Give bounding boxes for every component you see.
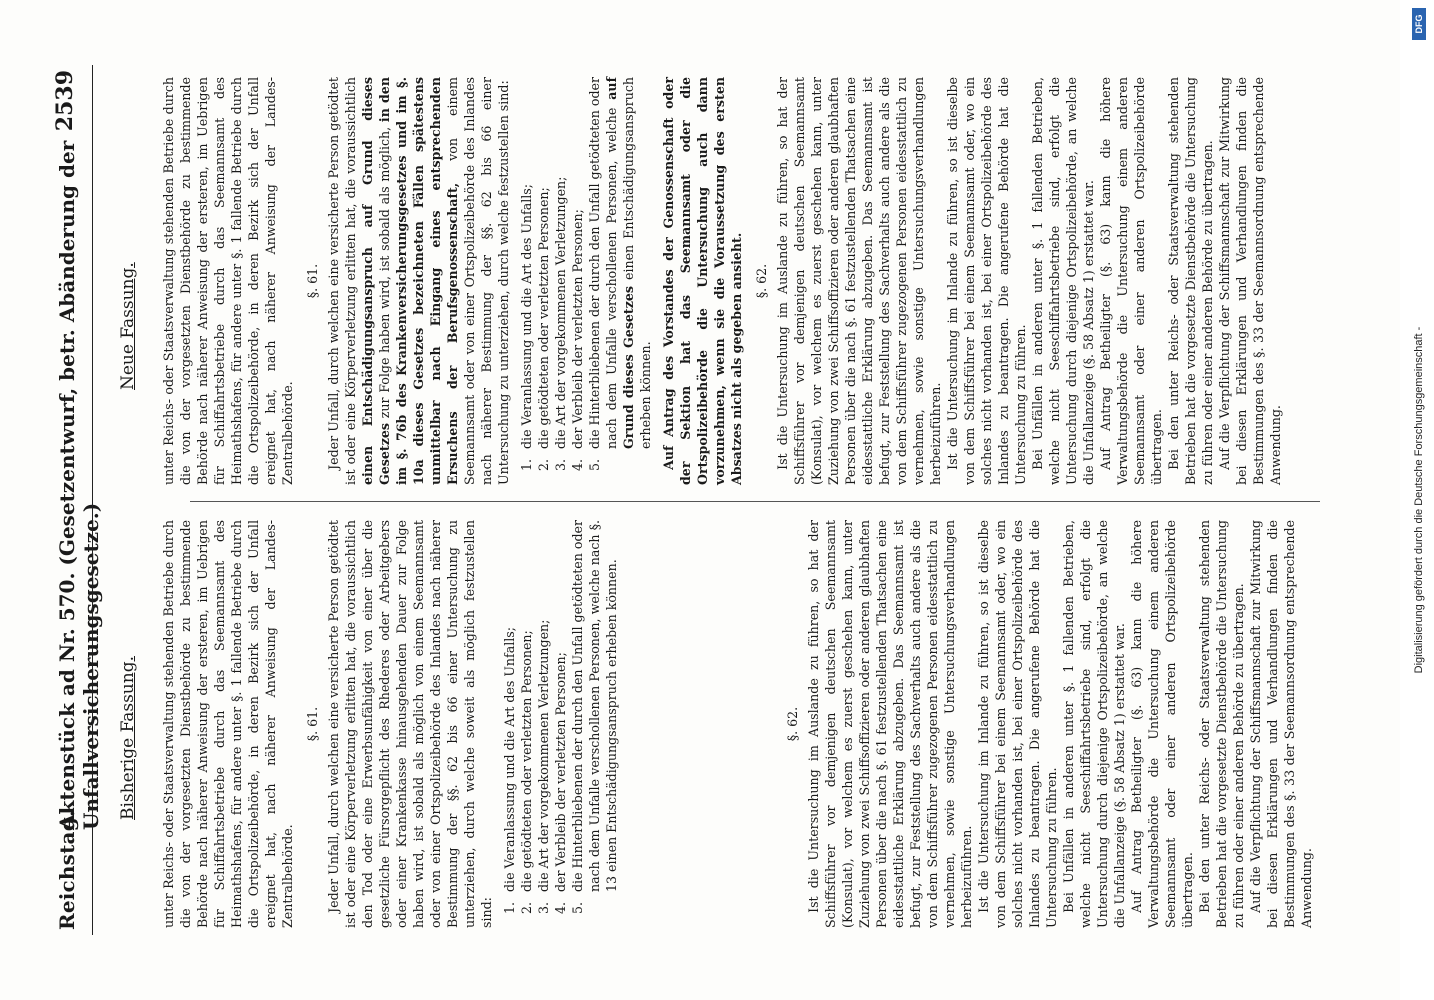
left-s62-title: §. 62. (785, 706, 800, 742)
list-item: 2. die getödteten oder verletzten Personen; (536, 187, 551, 471)
left-s62-p6: Auf die Verpflichtung der Schiffsmannschaft zur Mitwirkung bei diesen Erklärungen und Verhandlungen finden die Bestimmungen des §. 33 der Seemannsordnung entsprechende Anwendung. (1248, 520, 1314, 928)
list-item: 4. der Verbleib der verletzten Personen; (553, 652, 568, 914)
left-s62-p3: Bei Unfällen in anderen unter §. 1 fallenden Betrieben, welche nicht Seeschiffahrtsbetriebe sind, erfolgt die Untersuchung durch diejenige Ortspolizeibehörde, an welche die Unfallanzeige (§. 58 Absatz 1) erstattet war. (1061, 520, 1127, 928)
right-s61-title: §. 61. (305, 263, 320, 299)
left-column (160, 520, 1315, 928)
page-number: 2539 (52, 70, 78, 132)
right-intro: unter Reichs- oder Staatsverwaltung stehenden Betriebe durch die von der vorgesetzten Dienstbehörde zu bestimmende Behörde nach näherer Anweisung der ersteren, im Uebrigen für Schiffahrtsbetriebe durch das Seemannsamt des Heimathshafens, für andere unter §. 1 fallende Betriebe durch die Ortspolizeibehörde, in deren Bezirk sich der Unfall ereignet hat, nach näherer Anweisung der Landes-Zentralbehörde. (161, 77, 295, 485)
list-item: 1. die Veranlassung und die Art des Unfalls; (519, 184, 534, 471)
right-s62-p2: Ist die Untersuchung im Inlande zu führen, so ist dieselbe von dem Schiffsführer bei einem Seemannsamt oder, wo ein solches nicht vorhanden ist, bei einer Ortspolizeibehörde des Inlandes zu beantragen. Die angerufene Behörde hat die Untersuchung zu führen. (945, 77, 1028, 485)
list-item: 2. die getödteten oder verletzten Personen; (519, 630, 534, 914)
list-item: 3. die Art der vorgekommenen Verletzungen; (536, 619, 551, 914)
left-s61-list (501, 520, 620, 914)
left-s62-p5: Bei den unter Reichs- oder Staatsverwaltung stehenden Betrieben hat die vorgesetzte Dienstbehörde die Untersuchung zu führen oder einer anderen Behörde zu übertragen. (1197, 520, 1246, 928)
list-item: 5. die Hinterbliebenen der durch den Unfall getödteten oder nach dem Unfalle verschollenen Personen, welche auf Grund dieses Gesetzes einen Entschädigungsanspruch erheben können. (587, 77, 653, 471)
list-item: 4. der Verbleib der verletzten Personen; (570, 209, 585, 471)
right-s62-p5: Bei den unter Reichs- oder Staatsverwaltung stehenden Betrieben hat die vorgesetzte Dienstbehörde die Untersuchung zu führen oder einer anderen Behörde zu übertragen. (1166, 77, 1215, 485)
right-s61-amendment: Auf Antrag des Vorstandes der Genossenschaft oder der Sektion hat das Seemannsamt oder die Ortspolizeibehörde die Untersuchung auch dann vorzunehmen, wenn sie die Voraussetzung des ersten Absatzes nicht als gegeben ansieht. (661, 77, 744, 485)
right-column-heading: Neue Fassung. (118, 262, 138, 390)
header-reichstag: Reichstag. (55, 809, 79, 930)
digitization-sidebar (1404, 0, 1434, 1000)
left-s62-p4: Auf Antrag Betheiligter (§. 63) kann die höhere Verwaltungsbehörde die Untersuchung einem anderen Seemannsamt oder einer anderen Ortspolizeibehörde übertragen. (1129, 520, 1195, 928)
right-column (160, 77, 1284, 485)
left-intro: unter Reichs- oder Staatsverwaltung stehenden Betriebe durch die von der vorgesetzten Dienstbehörde zu bestimmende Behörde nach näherer Anweisung der ersteren, im Uebrigen für Schiffahrtsbetriebe durch das Seemannsamt des Heimathshafens, für andere unter §. 1 fallende Betriebe durch die Ortspolizeibehörde, in deren Bezirk sich der Unfall ereignet hat, nach näherer Anweisung der Landes-Zentralbehörde. (161, 520, 295, 928)
left-s62-p2: Ist die Untersuchung im Inlande zu führen, so ist dieselbe von dem Schiffsführer bei einem Seemannsamt oder, wo ein solches nicht vorhanden ist, bei einer Ortspolizeibehörde des Inlandes zu beantragen. Die angerufene Behörde hat die Untersuchung zu führen. (976, 520, 1059, 928)
left-column-heading: Bisherige Fassung. (118, 656, 138, 820)
list-item: 1. die Veranlassung und die Art des Unfalls; (502, 627, 517, 914)
list-item: 5. die Hinterbliebenen der durch den Unfall getödteten oder nach dem Unfalle verschollenen Personen, welche nach §. 13 einen Entschädigungsanspruch erheben können. (570, 520, 619, 914)
header-title: Aktenstück ad Nr. 570. (Gesetzentwurf, betr. Abänderung der Unfallversicherungsgesetze.) (55, 140, 103, 830)
right-s62-p4: Auf Antrag Betheiligter (§. 63) kann die höhere Verwaltungsbehörde die Untersuchung einem anderen Seemannsamt oder einer anderen Ortspolizeibehörde übertragen. (1098, 77, 1164, 485)
left-s62-p1: Ist die Untersuchung im Auslande zu führen, so hat der Schiffsführer vor demjenigen deutschen Seemannsamt (Konsulat), vor welchem es zuerst geschehen kann, unter Zuziehung von zwei Schiffsoffizieren oder anderen glaubhaften Personen über die nach §. 61 festzustellenden Thatsachen eine eidesstattliche Erklärung abzugeben. Das Seemannsamt ist befugt, zur Feststellung des Sachverhalts auch andere als die von dem Schiffsführer zugezogenen Personen eidesstattlich zu vernehmen, sowie sonstige Untersuchungsverhandlungen herbeizuführen. (806, 520, 974, 928)
right-s61-text: Jeder Unfall, durch welchen eine versicherte Person getödtet ist oder eine Körperverletzung erlitten hat, die voraussichtlich einen Entschädigungsanspruch auf Grund dieses Gesetzes zur Folge haben wird, ist sobald als möglich, in den im §. 76b des Krankenversicherungsgesetzes und im §. 10a dieses Gesetzes bezeichneten Fällen spätestens unmittelbar nach Eingang eines entsprechenden Ersuchens der Berufsgenossenschaft, von einem Seemannsamt oder von einer Ortspolizeibehörde des Inlandes nach näherer Bestimmung der §§. 62 bis 66 einer Untersuchung zu unterziehen, durch welche festzustellen sind: (326, 77, 511, 485)
right-s62-p6: Auf die Verpflichtung der Schiffsmannschaft zur Mitwirkung bei diesen Erklärungen und Verhandlungen finden die Bestimmungen des §. 33 der Seemannsordnung entsprechende Anwendung. (1217, 77, 1283, 485)
digitization-credit: Digitalisierung gefördert durch die Deutsche Forschungsgemeinschaft - (1413, 326, 1425, 674)
left-s61-title: §. 61. (305, 706, 320, 742)
right-s62-p3: Bei Unfällen in anderen unter §. 1 fallenden Betrieben, welche nicht Seeschiffahrtsbetriebe sind, erfolgt die Untersuchung durch diejenige Ortspolizeibehörde, an welche die Unfallanzeige (§. 58 Absatz 1) erstattet war. (1030, 77, 1096, 485)
header-rule (92, 65, 93, 935)
column-divider (190, 501, 1320, 502)
right-s62-title: §. 62. (754, 263, 769, 299)
right-s62-p1: Ist die Untersuchung im Auslande zu führen, so hat der Schiffsführer vor demjenigen deutschen Seemannsamt (Konsulat), vor welchem es zuerst geschehen kann, unter Zuziehung von zwei Schiffsoffizieren oder anderen glaubhaften Personen über die nach §. 61 festzustellenden Thatsachen eine eidesstattliche Erklärung abzugeben. Das Seemannsamt ist befugt, zur Feststellung des Sachverhalts auch andere als die von dem Schiffsführer zugezogenen Personen eidesstattlich zu vernehmen, sowie sonstige Untersuchungsverhandlungen herbeizuführen. (775, 77, 943, 485)
dfg-logo: DFG (1412, 8, 1426, 40)
left-s61-text: Jeder Unfall, durch welchen eine versicherte Person getödtet ist oder eine Körperverletzung erlitten hat, die voraussichtlich den Tod oder eine Erwerbsunfähigkeit von einer über die gesetzliche Fürsorgepflicht des Rhederes oder Arbeitgebers oder einer Krankenkasse hinausgehenden Dauer zur Folge haben wird, ist sobald als möglich von einem Seemannsamt oder von einer Ortspolizeibehörde des Inlandes nach näherer Bestimmung der §§. 62 bis 66 einer Untersuchung zu unterziehen, durch welche soweit als möglich festzustellen sind: (326, 520, 494, 928)
right-s61-list (518, 77, 654, 471)
list-item: 3. die Art der vorgekommenen Verletzungen; (553, 176, 568, 471)
